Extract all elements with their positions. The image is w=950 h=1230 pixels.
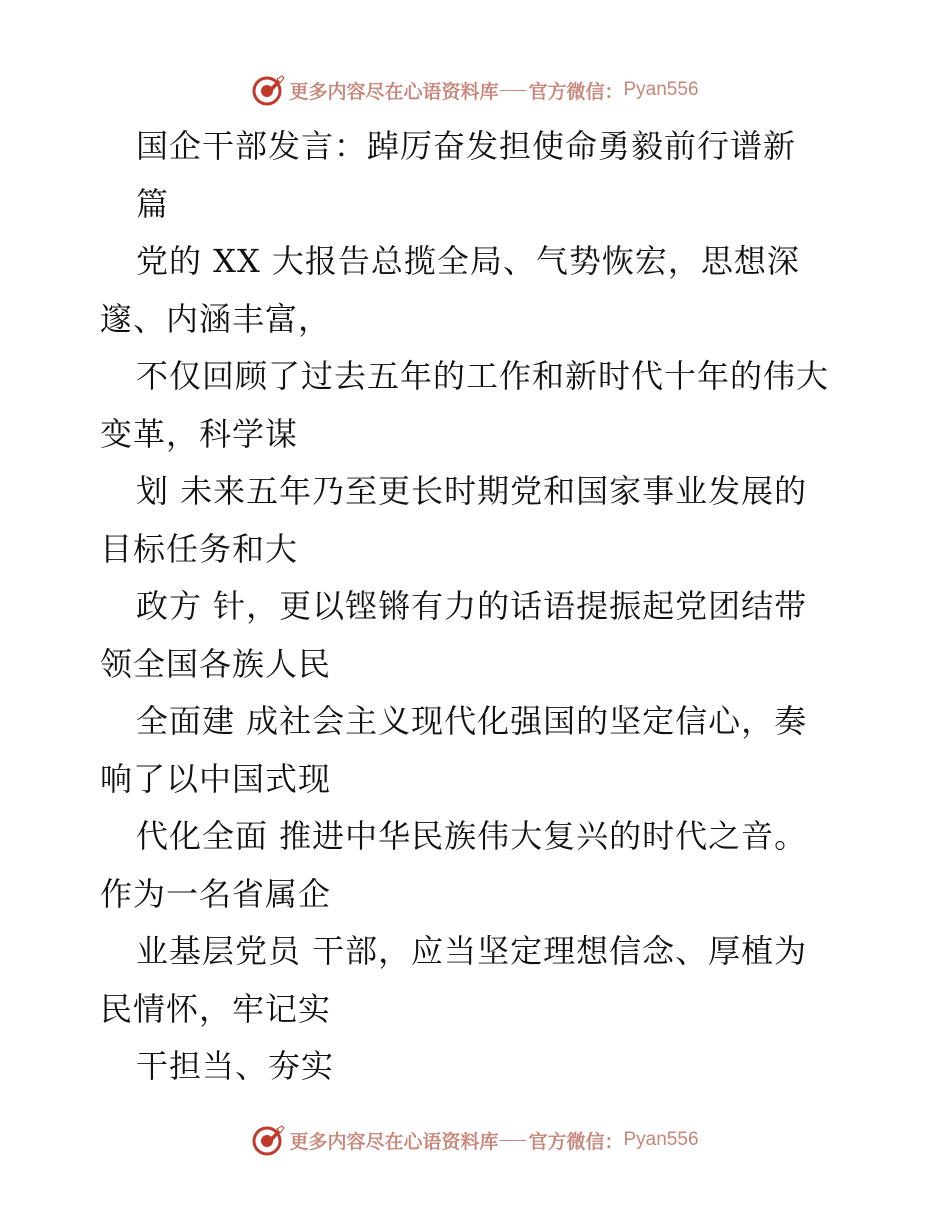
text-line: 全面建 成社会主义现代化强国的坚定信心，奏 [136,702,808,740]
banner-content [251,73,698,107]
banner-dash [500,1140,526,1141]
text-line: 民情怀，牢记实 [100,989,332,1028]
text-line: 国企干部发言：踔厉奋发担使命勇毅前行谱新 [136,127,797,165]
text-line: 划 未来五年乃至更长时期党和国家事业发展的 [136,472,808,510]
text-line: 邃、内涵丰富， [100,299,332,338]
banner-wechat-id: Pyan556 [623,79,699,100]
banner-text: 更多内容尽在心语资料库 [289,80,499,103]
text-line: 不仅回顾了过去五年的工作和新时代十年的伟大 [136,357,830,395]
banner-text: 更多内容尽在心语资料库 [289,1130,499,1153]
document-body [100,118,860,1096]
text-line: 领全国各族人民 [100,644,332,683]
text-line: 党的 XX 大报告总揽全局、气势恢宏，思想深 [136,242,800,280]
text-line: 响了以中国式现 [100,759,332,798]
header-banner [0,70,950,110]
feather-logo-icon [251,73,285,107]
feather-logo-icon [251,1123,285,1157]
text-line: 篇 [136,184,170,223]
text-line: 干担当、夯实 [136,1047,335,1085]
banner-wechat-id: Pyan556 [623,1129,699,1150]
text-line: 代化全面 推进中华民族伟大复兴的时代之音。 [136,817,808,855]
banner-content [251,1123,698,1157]
text-line: 业基层党员 干部，应当坚定理想信念、厚植为 [136,932,808,970]
text-line: 变革，科学谋 [100,414,299,453]
banner-wechat-label: 官方微信： [528,1130,624,1153]
banner-dash [500,90,526,91]
text-line: 目标任务和大 [100,529,299,568]
text-line: 政方 针，更以铿锵有力的话语提振起党团结带 [136,587,808,625]
footer-banner [0,1120,950,1160]
banner-wechat-label: 官方微信： [528,80,624,103]
text-line: 作为一名省属企 [100,874,332,913]
